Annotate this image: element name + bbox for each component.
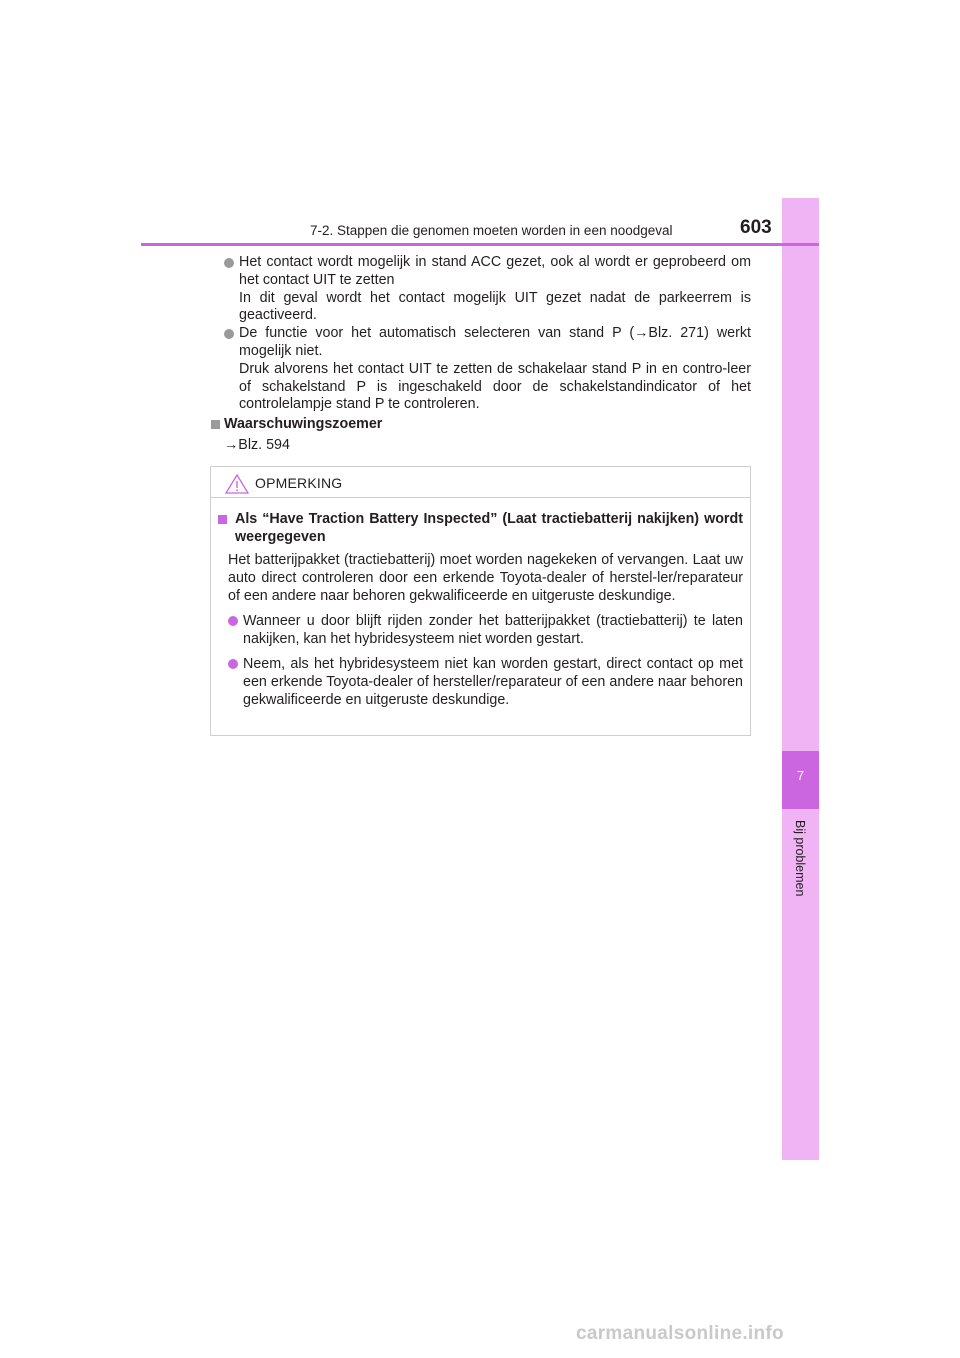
bullet-text: Druk alvorens het contact UIT te zetten de schakelaar stand P in en contro-leer of schakelstand P is ingeschakeld door de schakelstandindicator of het controlelampje stand P te controleren.: [239, 360, 751, 413]
chapter-name: Bij problemen: [793, 820, 807, 897]
page-number: 603: [740, 217, 772, 238]
notice-bullet-text: Wanneer u door blijft rijden zonder het batterijpakket (tractiebatterij) te laten nakijken, kan het hybridesysteem niet worden gestart.: [243, 613, 743, 647]
notice-header: [211, 467, 750, 498]
bullet-item: [210, 254, 751, 325]
notice-box: [210, 466, 751, 736]
notice-paragraph: Het batterijpakket (tractiebatterij) moet worden nagekeken of vervangen. Laat uw auto direct controleren door een erkende Toyota-dealer of herstel-ler/reparateur of een andere naar behoren gekwalificeerde en uitgeruste deskundige.: [228, 552, 743, 604]
chapter-side-tab: [782, 198, 819, 1160]
notice-label: OPMERKING: [255, 475, 343, 491]
bullet-item: [210, 325, 751, 414]
section-title: Waarschuwingszoemer: [224, 416, 383, 433]
bullet-dot-icon: [224, 258, 234, 268]
notice-section-heading: [218, 510, 743, 546]
header-divider: [141, 243, 819, 246]
notice-section-title: Als “Have Traction Battery Inspected” (Laat tractiebatterij nakijken) wordt weergegeven: [235, 511, 743, 545]
notice-body: [211, 498, 750, 709]
notice-bullet-text: Neem, als het hybridesysteem niet kan worden gestart, direct contact op met een erkende Toyota-dealer of hersteller/reparateur of een andere naar behoren gekwalificeerde en uitgeruste deskundige.: [243, 656, 743, 708]
square-bullet-icon: [218, 515, 227, 524]
bullet-dot-icon: [228, 659, 238, 669]
bullet-dot-icon: [224, 329, 234, 339]
bullet-text: De functie voor het automatisch selecteren van stand P (→Blz. 271) werkt mogelijk niet.: [239, 325, 751, 359]
notice-bullet: [218, 612, 743, 648]
page-reference[interactable]: →Blz. 594: [224, 436, 290, 453]
notice-bullet: [218, 655, 743, 709]
chapter-number: 7: [796, 768, 805, 783]
bullet-dot-icon: [228, 616, 238, 626]
warning-triangle-icon: [225, 474, 249, 499]
bullet-text: In dit geval wordt het contact mogelijk UIT gezet nadat de parkeerrem is geactiveerd.: [239, 289, 751, 324]
section-heading: [210, 416, 751, 434]
square-bullet-icon: [211, 420, 220, 429]
site-watermark: carmanualsonline.info: [576, 1323, 784, 1344]
page-section-title: 7-2. Stappen die genomen moeten worden in een noodgeval: [310, 223, 673, 238]
bullet-text: Het contact wordt mogelijk in stand ACC gezet, ook al wordt er geprobeerd om het contact UIT te zetten: [239, 254, 751, 288]
main-content: [210, 254, 751, 455]
